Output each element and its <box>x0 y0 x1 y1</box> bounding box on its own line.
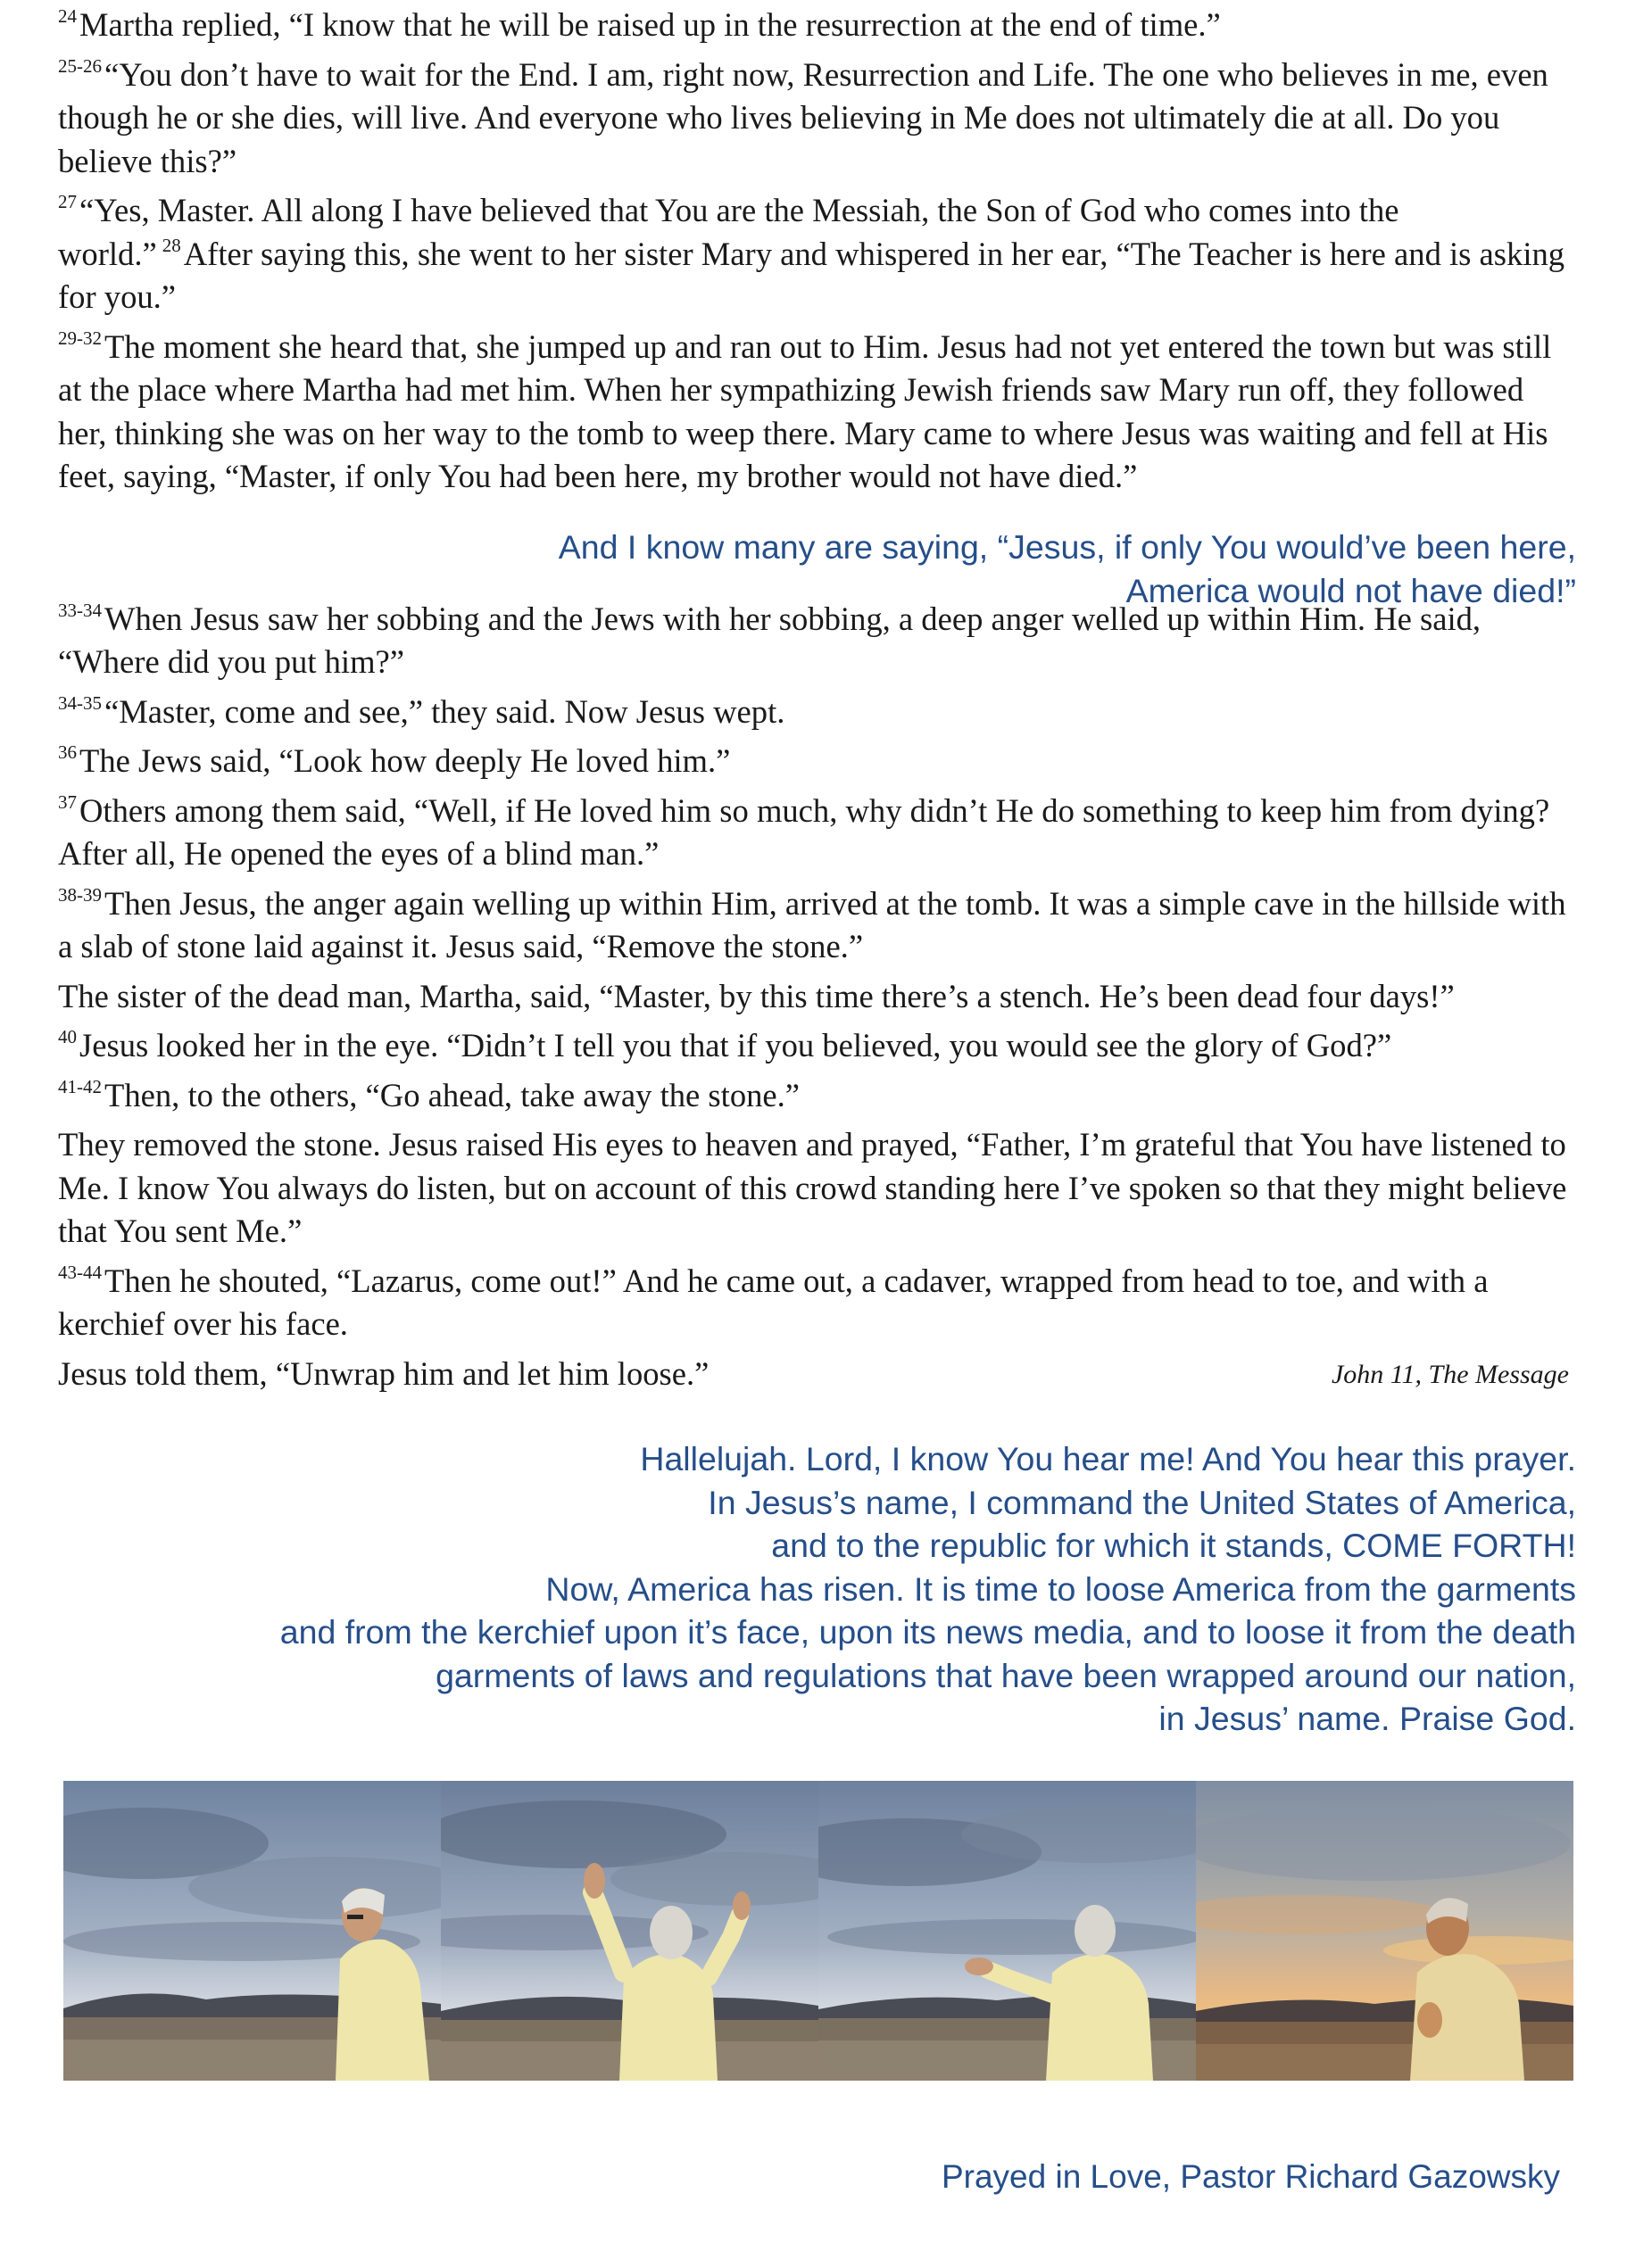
verse-number: 29-32 <box>58 327 102 349</box>
verse-number: 40 <box>58 1026 77 1047</box>
verse-38-39 <box>58 882 1575 969</box>
verse-text: Martha replied, “I know that he will be raised up in the resurrection at the end of time.” <box>79 6 1221 43</box>
verse-text: The Jews said, “Look how deeply He loved him.” <box>79 742 731 779</box>
verse-text: “Yes, Master. All along I have believed that You are the Messiah, the Son of God who comes into the world.” <box>58 192 1399 272</box>
signature-line: Prayed in Love, Pastor Richard Gazowsky <box>941 2158 1560 2195</box>
verse-number: 41-42 <box>58 1075 102 1097</box>
man-praying-sunset-photo <box>1196 1781 1573 2081</box>
verse-number: 24 <box>58 5 77 27</box>
verse-unwrap <box>58 1353 1575 1396</box>
verse-number: 33-34 <box>58 599 102 621</box>
verse-text: Jesus told them, “Unwrap him and let him loose.” <box>58 1354 710 1392</box>
verse-41-42 <box>58 1074 1575 1118</box>
verse-text: Others among them said, “Well, if He loved him so much, why didn’t He do something to keep him from dying? After all, He opened the eyes of a blind man.” <box>58 791 1550 872</box>
verse-29-32 <box>58 326 1575 499</box>
prayer-line: garments of laws and regulations that have been wrapped around our nation, <box>436 1656 1576 1694</box>
verse-36 <box>58 740 1575 783</box>
photo-strip <box>63 1781 1573 2081</box>
verse-number: 28 <box>162 234 181 256</box>
scripture-citation: John 11, The Message <box>1331 1359 1569 1389</box>
man-arm-extended-photo <box>818 1781 1196 2081</box>
prayer-block <box>5 1437 1576 1741</box>
verse-text: The sister of the dead man, Martha, said, “Master, by this time there’s a stench. He’s been dead four days!” <box>58 977 1455 1014</box>
verse-number: 27 <box>58 191 77 212</box>
verse-text: “You don’t have to wait for the End. I am, right now, Resurrection and Life. The one who believes in me, even though he or she dies, will live. And everyone who lives believing in Me does not ultimately die at all. Do you believe this?” <box>58 55 1548 179</box>
prayer-america-quote <box>5 526 1576 613</box>
verse-text: “Master, come and see,” they said. Now Jesus wept. <box>104 692 785 730</box>
verse-number: 43-44 <box>58 1261 102 1283</box>
verse-removed-stone <box>58 1123 1575 1254</box>
verse-text: Then, to the others, “Go ahead, take away the stone.” <box>104 1076 801 1113</box>
verse-martha <box>58 975 1575 1019</box>
verse-text: The moment she heard that, she jumped up and ran out to Him. Jesus had not yet entered the town but was still at the place where Martha had met him. When her sympathizing Jewish friends saw Mary run off, they followed her, thinking she was on her way to the tomb to weep there. Mary came to where Jesus was waiting and fell at His feet, saying, “Master, if only You had been here, my brother would not have died.” <box>58 327 1552 494</box>
verse-number: 34-35 <box>58 691 102 714</box>
verse-number: 38-39 <box>58 883 102 906</box>
verse-number: 36 <box>58 741 77 763</box>
prayer-line: America would not have died!” <box>1125 572 1576 609</box>
verse-34-35 <box>58 691 1575 734</box>
verse-37 <box>58 790 1575 876</box>
verse-27-28 <box>58 189 1575 319</box>
man-hands-raised-photo <box>441 1781 818 2081</box>
verse-text: When Jesus saw her sobbing and the Jews with her sobbing, a deep anger welled up within Him. He said, “Where did you put him?” <box>58 600 1481 680</box>
verse-text: Jesus looked her in the eye. “Didn’t I tell you that if you believed, you would see the glory of God?” <box>79 1027 1392 1064</box>
verse-text: Then he shouted, “Lazarus, come out!” And he came out, a cadaver, wrapped from head to toe, and with a kerchief over his face. <box>58 1262 1489 1342</box>
verse-40 <box>58 1024 1575 1068</box>
prayer-line: And I know many are saying, “Jesus, if only You would’ve been here, <box>558 528 1576 566</box>
verse-43-44 <box>58 1260 1575 1346</box>
prayer-line: Hallelujah. Lord, I know You hear me! And You hear this prayer. <box>640 1440 1576 1478</box>
verse-text: After saying this, she went to her sister Mary and whispered in her ear, “The Teacher is here and is asking for you.” <box>58 235 1565 315</box>
scripture-passage <box>58 4 1575 1402</box>
verse-text: Then Jesus, the anger again welling up within Him, arrived at the tomb. It was a simple cave in the hillside with a slab of stone laid against it. Jesus said, “Remove the stone.” <box>58 884 1566 964</box>
verse-24 <box>58 4 1575 47</box>
verse-text: They removed the stone. Jesus raised His eyes to heaven and prayed, “Father, I’m grateful that You have listened to Me. I know You always do listen, but on account of this crowd standing here I’ve spoken so that they might believe that You sent Me.” <box>58 1126 1567 1249</box>
prayer-line: and from the kerchief upon it’s face, upon its news media, and to loose it from the death <box>279 1613 1576 1651</box>
prayer-line: and to the republic for which it stands, COME FORTH! <box>771 1527 1576 1564</box>
verse-number: 25-26 <box>58 54 102 77</box>
prayer-line: Now, America has risen. It is time to loose America from the garments <box>545 1569 1576 1608</box>
verse-number: 37 <box>58 790 77 813</box>
man-in-profile-photo <box>63 1781 441 2081</box>
verse-25-26 <box>58 54 1575 184</box>
prayer-line: In Jesus’s name, I command the United States of America, <box>708 1483 1576 1521</box>
prayer-line: in Jesus’ name. Praise God. <box>1158 1700 1576 1737</box>
